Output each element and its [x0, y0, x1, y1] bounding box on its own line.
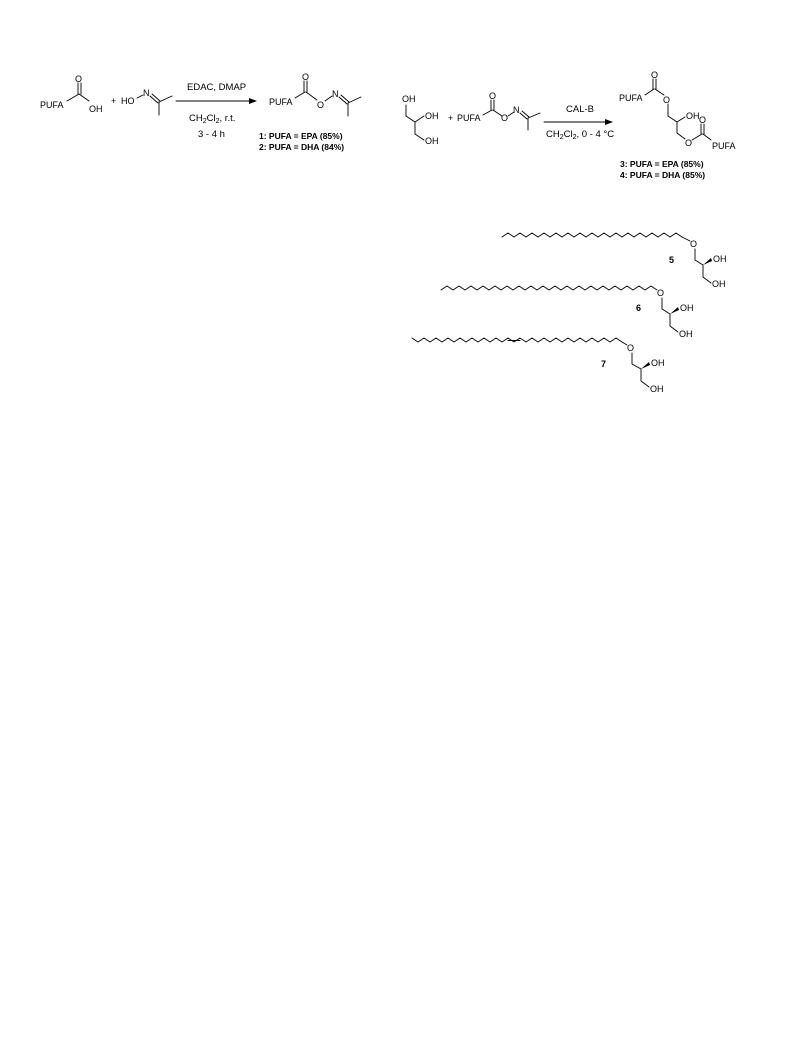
reactant-pufa-carbon-bond	[483, 110, 492, 115]
lipid-5-wedge-bond	[703, 258, 712, 265]
yield-text-2: : PUFA = DHA (84%)	[263, 142, 345, 152]
glycerol-bonds	[406, 105, 424, 140]
arrow-1-head	[249, 98, 257, 104]
plus-sign-1: +	[111, 96, 117, 106]
lipid-7-alkyl-chain	[412, 338, 622, 342]
acid-skeleton-bonds	[67, 94, 89, 101]
lipid-5-alkyl-chain	[502, 233, 682, 237]
lipid-6-wedge-bond	[670, 307, 679, 314]
yield-line-2	[259, 142, 344, 152]
reaction-arrow-1	[176, 98, 257, 104]
dag-backbone	[668, 104, 685, 139]
compound-label-7: 7	[601, 359, 607, 369]
reactant-n-label: N	[513, 105, 520, 115]
lipid-7-oh-1: OH	[651, 358, 665, 368]
lipid-7-oh-2: OH	[650, 384, 664, 394]
yield-line-1	[259, 131, 343, 141]
ether-lipid-5	[502, 233, 727, 289]
acid-oh-label: OH	[89, 104, 103, 114]
compound-number-1: 1	[259, 131, 264, 141]
conditions-enzyme: CAL-B	[566, 104, 594, 115]
acid-carbonyl-o-label: O	[75, 74, 83, 84]
arrow-2-head	[605, 119, 613, 125]
conditions-solvent: $CH_2Cl_2$, r.t.	[189, 113, 236, 125]
lipid-7-ether-o: O	[627, 343, 635, 353]
oxime-methyl-right	[159, 96, 172, 102]
product-n-label: N	[332, 89, 339, 99]
plus-sign-2: +	[448, 113, 454, 123]
lipid-7-wedge-bond	[641, 362, 650, 369]
yield-line-3	[620, 159, 704, 169]
lipid-7-glycerol-bonds	[632, 353, 649, 387]
product-pufa-carbon-bond	[295, 92, 305, 98]
reaction-arrow-2	[544, 119, 613, 125]
diacylglycerol-product	[619, 70, 736, 151]
product-carbonyl-o-label: O	[302, 72, 310, 82]
oxime-ho-label: HO	[121, 96, 135, 106]
oxime-n-label: N	[143, 88, 150, 98]
dag-top-pufa-bond	[645, 89, 654, 95]
acid-pufa-label: PUFA	[40, 100, 64, 110]
ether-lipid-6	[441, 286, 694, 339]
dag-pufa-top: PUFA	[619, 93, 643, 103]
reactant-carbonyl-o-label: O	[489, 91, 497, 101]
glycerol-c2-oh-bond	[415, 116, 424, 122]
dag-o-bottom-carbonyl: O	[699, 115, 707, 125]
dag-oh: OH	[686, 111, 700, 121]
lipid-5-ether-o: O	[690, 239, 698, 249]
dag-bottom-pufa-bond	[703, 134, 711, 140]
product-c-o-bond	[306, 92, 317, 100]
dag-o-top-carbonyl: O	[651, 70, 659, 80]
glycerol	[402, 94, 439, 146]
dag-c2-oh-bond	[677, 117, 685, 122]
reactant-methyl-right	[528, 113, 540, 118]
lipid-5-oh-2: OH	[712, 279, 726, 289]
oxime-ester-product	[269, 72, 361, 116]
reactant-ester-o-label: O	[501, 113, 509, 123]
yield-text-4: : PUFA = DHA (85%)	[624, 170, 706, 180]
lipid-5-oh-1: OH	[713, 254, 727, 264]
dag-bottom-o-c-bond	[692, 134, 702, 140]
yield-text-1: : PUFA = EPA (85%)	[263, 131, 343, 141]
glycerol-oh-mid: OH	[425, 111, 439, 121]
product-methyl-right	[348, 97, 361, 103]
lipid-6-alkyl-chain	[441, 286, 651, 290]
compound-label-5: 5	[669, 255, 675, 265]
reactant-pufa-label: PUFA	[457, 113, 481, 123]
lipid-6-ether-o: O	[657, 288, 665, 298]
product-o-n-bond	[325, 96, 332, 101]
pufa-carboxylic-acid	[40, 74, 103, 114]
yield-line-4	[620, 170, 705, 180]
product-pufa-label: PUFA	[269, 97, 293, 107]
yield-text-3: : PUFA = EPA (85%)	[624, 159, 704, 169]
compound-number-3: 3	[620, 159, 625, 169]
lipid-6-oh-1: OH	[680, 303, 694, 313]
lipid-5-chain-o-bond	[682, 237, 690, 241]
lipid-5-glycerol-bonds	[695, 249, 711, 283]
product-ester-o-label: O	[317, 100, 325, 110]
conditions-reagents: EDAC, DMAP	[187, 82, 247, 93]
reaction-2	[402, 70, 736, 180]
ether-lipid-7	[412, 338, 665, 394]
product-cn-double-b	[341, 95, 349, 102]
conditions-time: 3 - 4 h	[198, 129, 225, 140]
dag-pufa-bottom: PUFA	[712, 141, 736, 151]
conditions-temperature: $CH_2Cl_2$, 0 - 4 °C	[546, 129, 615, 141]
oxime-ester-reactant	[457, 91, 540, 130]
dag-o-top-ester: O	[663, 95, 671, 105]
oxime-cn-double-a	[150, 96, 158, 103]
product-cn-double-a	[339, 97, 347, 104]
acetone-oxime	[121, 88, 172, 115]
reaction-1	[40, 72, 361, 152]
lipid-6-glycerol-bonds	[662, 298, 678, 332]
compound-number-4: 4	[620, 170, 625, 180]
glycerol-oh-bottom: OH	[425, 136, 439, 146]
dag-o-bottom-ester: O	[685, 138, 693, 148]
glycerol-oh-top: OH	[402, 94, 416, 104]
compound-number-2: 2	[259, 142, 264, 152]
lipid-6-oh-2: OH	[679, 329, 693, 339]
oxime-cn-double-b	[152, 94, 160, 101]
compound-label-6: 6	[636, 303, 642, 313]
